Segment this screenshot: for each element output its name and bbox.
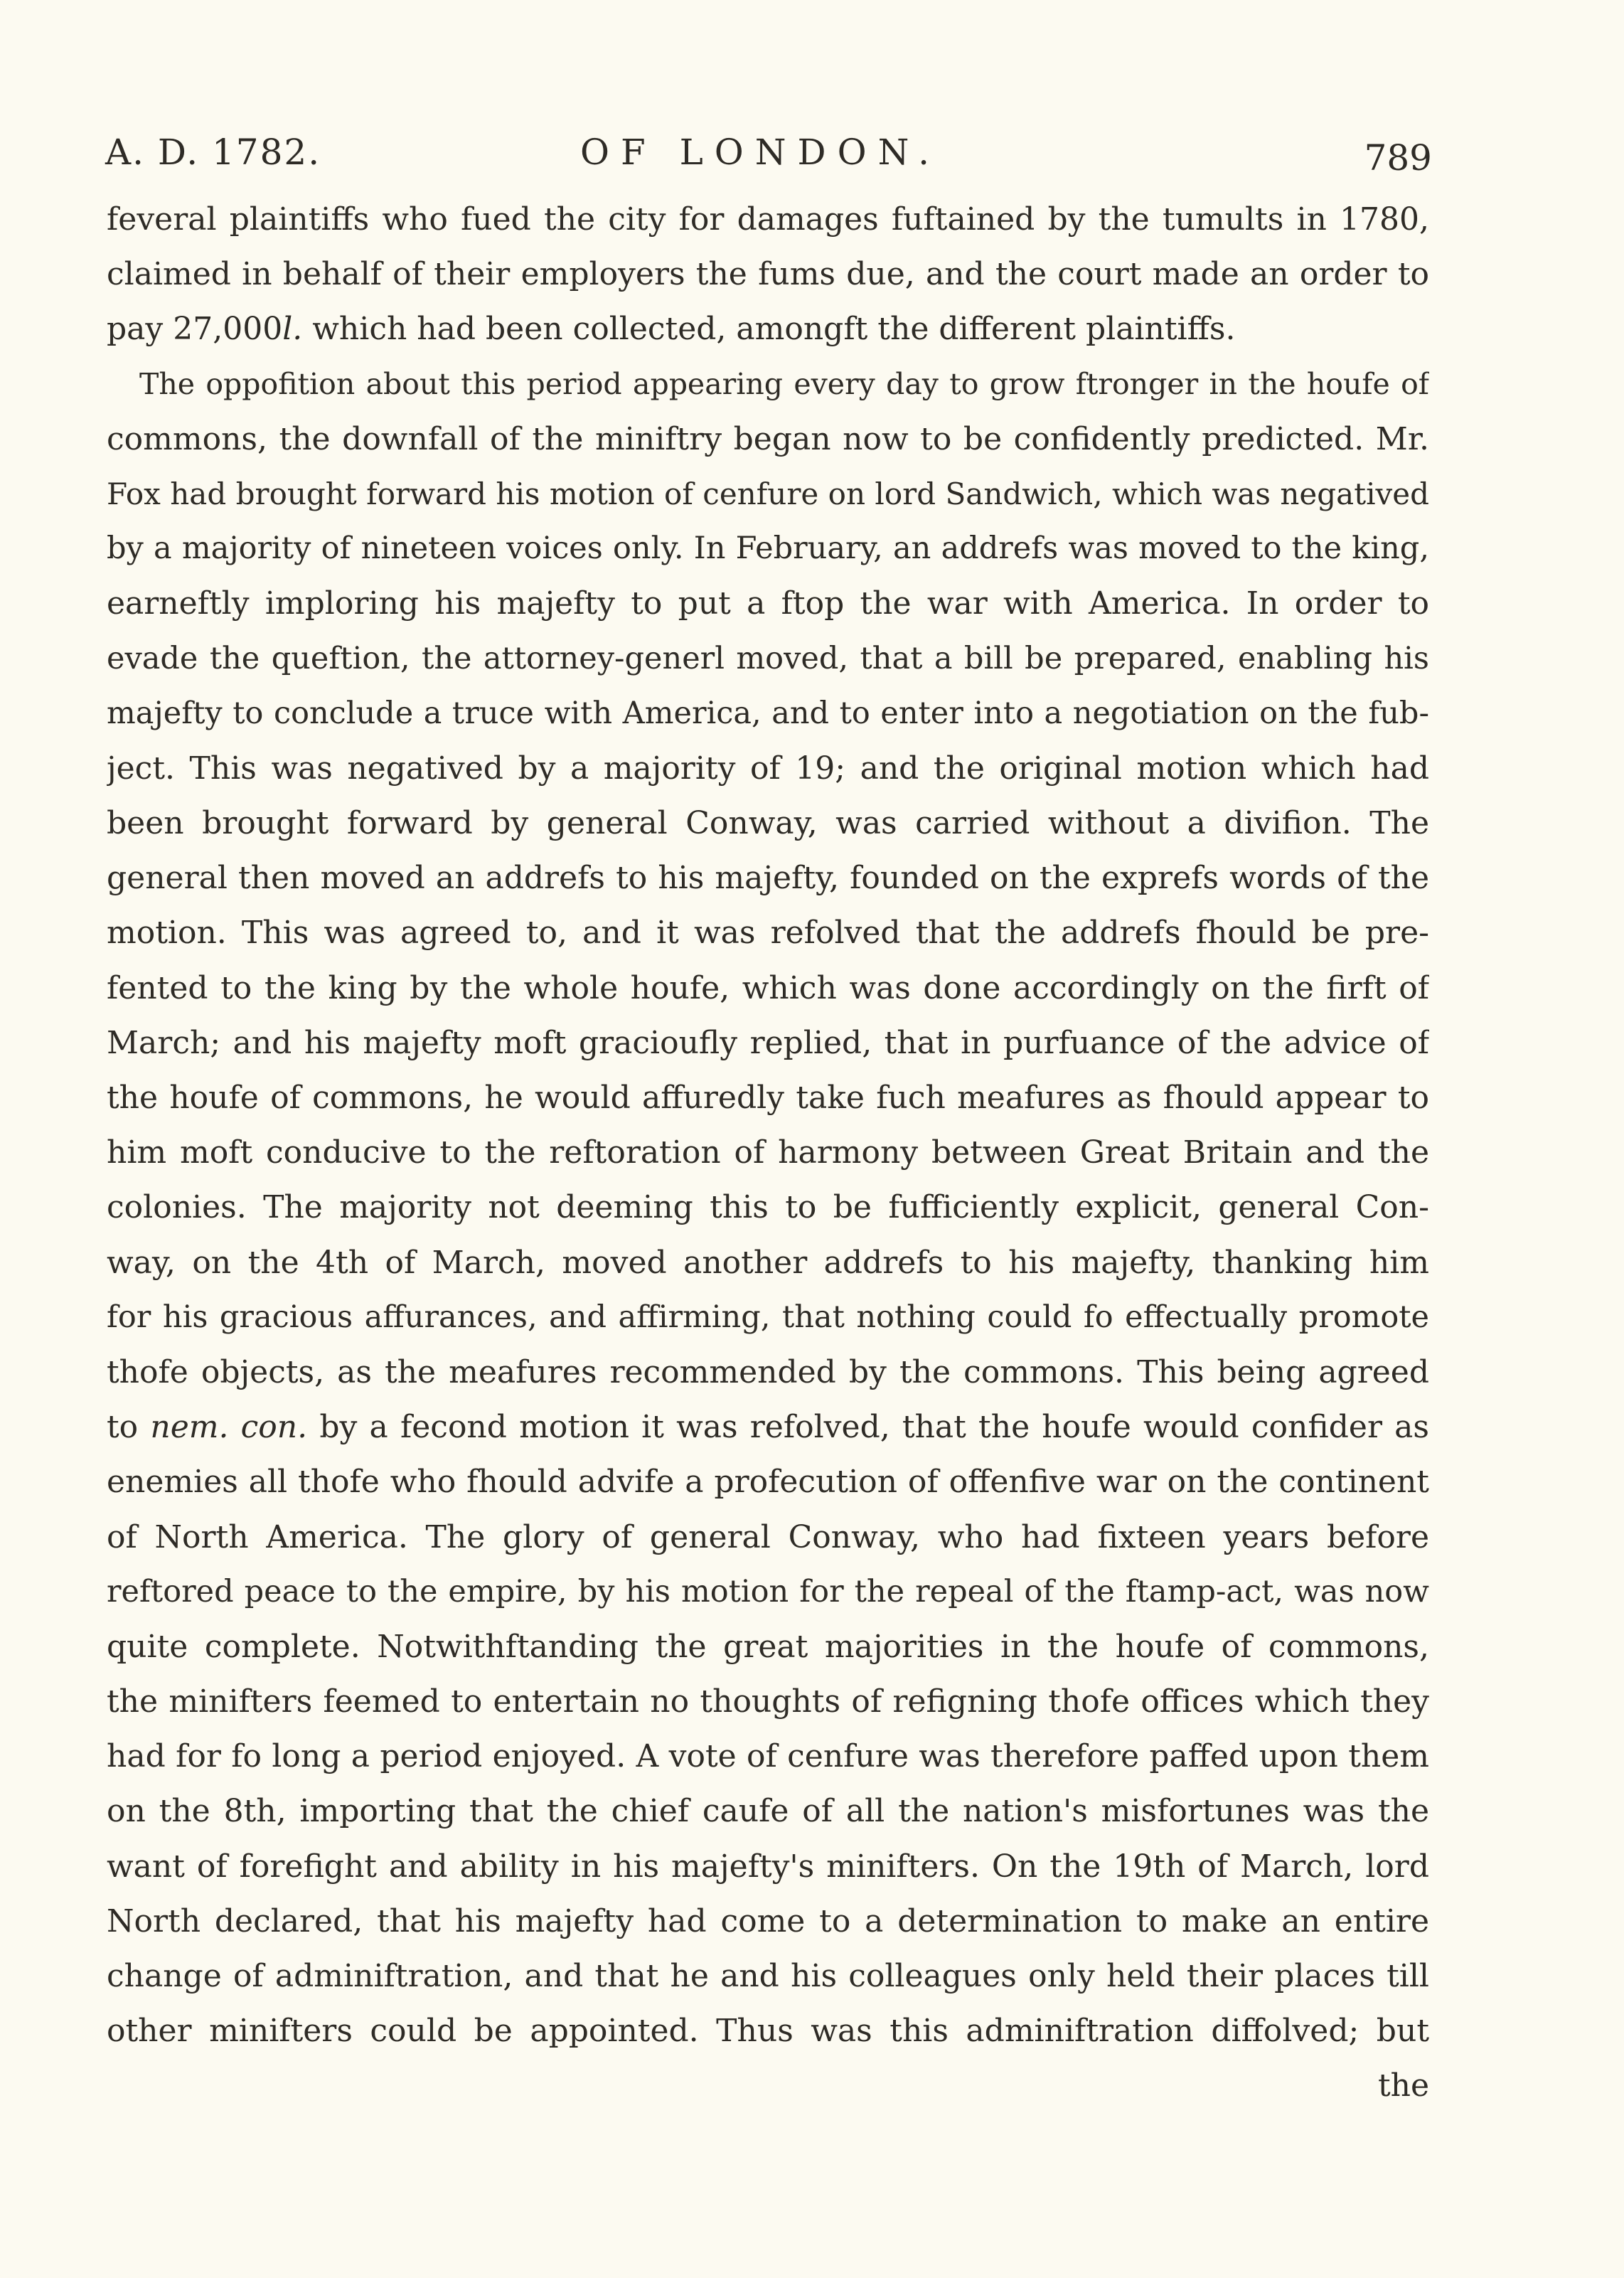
text-line: evade the queftion, the attorney-generl moved, that a bill be prepared, enabling his xyxy=(107,640,1429,676)
italic-pound-sign: l. xyxy=(282,311,303,348)
text-line: on the 8th, importing that the chief caufe of all the nation's misfortunes was the xyxy=(107,1793,1429,1830)
text-line: earneftly imploring his majefty to put a ftop the war with America. In order to xyxy=(107,585,1429,622)
text-line: ject. This was negatived by a majority of 19; and the original motion which had xyxy=(107,750,1429,787)
text-line: want of forefight and ability in his majefty's minifters. On the 19th of March, lord xyxy=(107,1848,1429,1885)
text-line: way, on the 4th of March, moved another addrefs to his majefty, thanking him xyxy=(107,1244,1429,1281)
text-line: change of adminiftration, and that he and his colleagues only held their places till xyxy=(107,1958,1429,1994)
text-line: claimed in behalf of their employers the fums due, and the court made an order to xyxy=(107,256,1429,293)
text-line: had for fo long a period enjoyed. A vote of cenfure was therefore paffed upon them xyxy=(107,1738,1429,1775)
running-header xyxy=(105,132,1432,188)
text-line: March; and his majefty moft gracioufly replied, that in purfuance of the advice of xyxy=(107,1024,1429,1061)
text-line xyxy=(107,1400,1429,1454)
text-span: which had been collected, amongft the different plaintiffs. xyxy=(302,311,1236,348)
text-span: pay 27,000 xyxy=(107,311,283,348)
text-line: feveral plaintiffs who fued the city for damages fuftained by the tumults in 1780, xyxy=(107,201,1429,238)
text-line: enemies all thofe who fhould advife a profecution of offenfive war on the continent xyxy=(107,1464,1429,1501)
text-line: of North America. The glory of general Conway, who had fixteen years before xyxy=(107,1518,1429,1555)
italic-latin-phrase: nem. con. xyxy=(150,1409,308,1446)
text-line: other minifters could be appointed. Thus was this adminiftration diffolved; but xyxy=(107,2013,1429,2050)
text-span: to xyxy=(107,1409,151,1446)
text-line: thofe objects, as the meafures recommended by the commons. This being agreed xyxy=(107,1353,1429,1390)
body-text xyxy=(107,192,1429,2114)
header-title: OF LONDON. xyxy=(580,132,941,173)
text-line: North declared, that his majefty had come to a determination to make an entire xyxy=(107,1902,1429,1939)
text-line xyxy=(107,302,1429,356)
text-line: quite complete. Notwithftanding the great majorities in the houfe of commons, xyxy=(107,1628,1429,1665)
text-line: colonies. The majority not deeming this to be fufficiently explicit, general Con- xyxy=(107,1189,1429,1226)
text-line: reftored peace to the empire, by his motion for the repeal of the ftamp-act, was now xyxy=(107,1573,1429,1609)
text-line: general then moved an addrefs to his majefty, founded on the exprefs words of the xyxy=(107,860,1429,897)
text-line: the minifters feemed to entertain no thoughts of refigning thofe offices which they xyxy=(107,1683,1429,1720)
text-line: Fox had brought forward his motion of cenfure on lord Sandwich, which was negatived xyxy=(107,476,1429,511)
text-line: fented to the king by the whole houfe, which was done accordingly on the firft of xyxy=(107,969,1429,1006)
text-line: commons, the downfall of the miniftry began now to be confidently predicted. Mr. xyxy=(107,420,1429,457)
page-number: 789 xyxy=(1364,137,1432,179)
text-line: motion. This was agreed to, and it was refolved that the addrefs fhould be pre- xyxy=(107,915,1429,952)
text-line: The oppofition about this period appearing every day to grow ftronger in the houfe of xyxy=(139,366,1429,401)
text-line: majefty to conclude a truce with America, and to enter into a negotiation on the fub- xyxy=(107,695,1429,731)
text-span: by a fecond motion it was refolved, that the houfe would confider as xyxy=(307,1409,1429,1446)
text-line: been brought forward by general Conway, was carried without a divifion. The xyxy=(107,805,1429,842)
text-line: by a majority of nineteen voices only. In February, an addrefs was moved to the king, xyxy=(107,531,1429,567)
text-line: him moft conducive to the reftoration of harmony between Great Britain and the xyxy=(107,1134,1429,1171)
header-year: A. D. 1782. xyxy=(105,132,321,173)
text-line: the houfe of commons, he would affuredly take fuch meafures as fhould appear to xyxy=(107,1080,1429,1116)
text-line: for his gracious affurances, and affirming, that nothing could fo effectually promote xyxy=(107,1299,1429,1335)
catchword: the xyxy=(1377,2067,1429,2104)
